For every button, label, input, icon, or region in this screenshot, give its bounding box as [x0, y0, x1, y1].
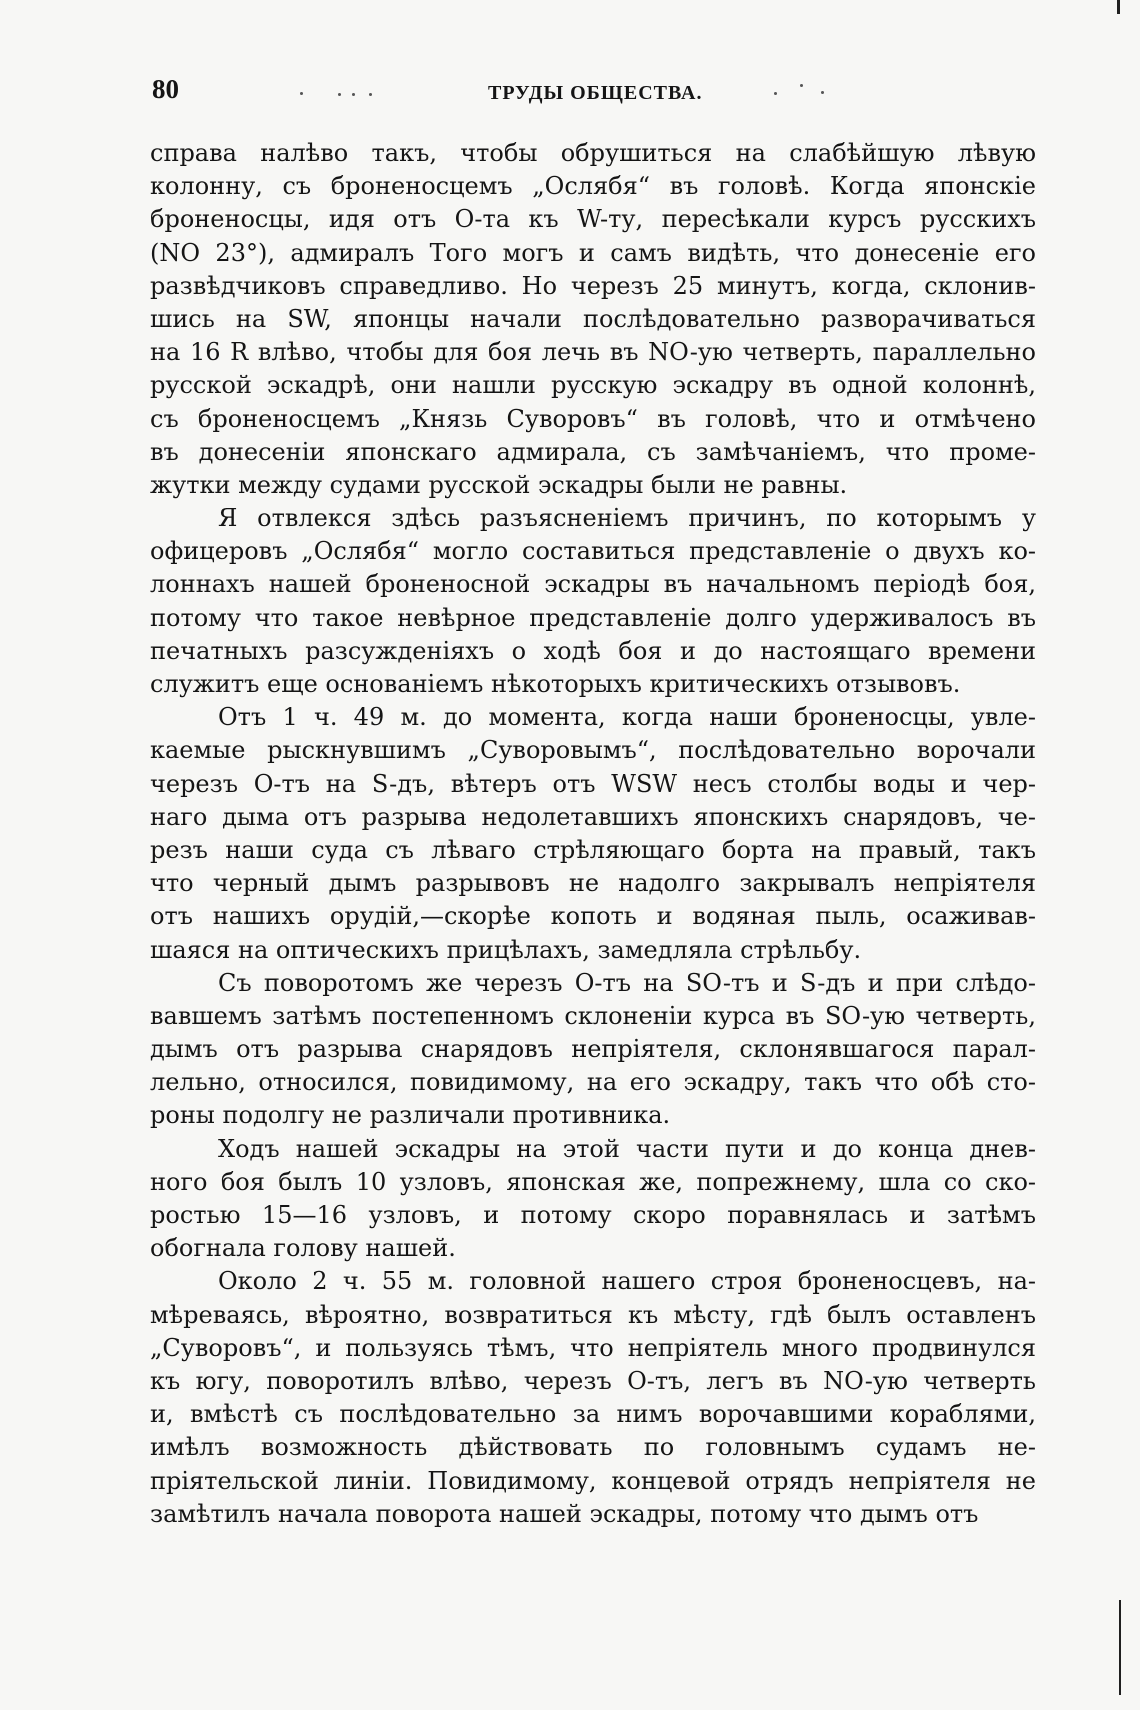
text-line: въ донесеніи японскаго адмирала, съ замѣчаніемъ, что проме-: [150, 437, 1036, 466]
text-line: потому что такое невѣрное представленіе долго удерживалосъ въ: [150, 603, 1036, 632]
text-line: Отъ 1 ч. 49 м. до момента, когда наши броненосцы, увле-: [218, 703, 1036, 732]
body-text: [150, 137, 1036, 1531]
print-speck: [821, 91, 824, 94]
text-line: отъ нашихъ орудій,—скорѣе копоть и водяная пыль, осаживав-: [150, 902, 1036, 931]
text-line: замѣтилъ начала поворота нашей эскадры, потому что дымъ отъ: [150, 1499, 979, 1528]
paragraph: [150, 701, 1036, 967]
text-line: служитъ еще основаніемъ нѣкоторыхъ критическихъ отзывовъ.: [150, 670, 961, 698]
text-line: лоннахъ нашей броненосной эскадры въ начальномъ періодѣ боя,: [150, 570, 1036, 599]
text-line: что черный дымъ разрывовъ не надолго закрывалъ непріятеля: [150, 869, 1036, 898]
text-line: дымъ отъ разрыва снарядовъ непріятеля, склонявшагося парал-: [150, 1035, 1036, 1064]
text-line: наго дыма отъ разрыва недолетавшихъ японскихъ снарядовъ, че-: [150, 802, 1036, 831]
text-line: каемые рыскнувшимъ „Суворовымъ“, послѣдовательно ворочали: [150, 736, 1036, 765]
text-line: обогнала голову нашей.: [150, 1234, 456, 1263]
text-line: на 16 R влѣво, чтобы для боя лечь въ NO-ую четверть, параллельно: [150, 338, 1036, 367]
text-line: шись на SW, японцы начали послѣдовательно разворачиваться: [150, 304, 1036, 333]
text-line: къ югу, поворотилъ влѣво, черезъ О-тъ, легъ въ NO-ую четверть: [150, 1366, 1036, 1395]
text-line: лельно, относился, повидимому, на его эскадру, такъ что обѣ сто-: [150, 1068, 1036, 1097]
text-line: Съ поворотомъ же черезъ О-тъ на SO-тъ и S-дъ и при слѣдо-: [218, 968, 1036, 997]
text-line: шаяся на оптическихъ прицѣлахъ, замедляла стрѣльбу.: [150, 935, 862, 964]
text-line: Около 2 ч. 55 м. головной нашего строя броненосцевъ, на-: [218, 1267, 1036, 1296]
text-line: Я отвлекся здѣсь разъясненіемъ причинъ, по которымъ у: [218, 504, 1036, 533]
text-line: пріятельской линіи. Повидимому, концевой отрядъ непріятеля не: [150, 1466, 1036, 1495]
text-line: офицеровъ „Ослябя“ могло составиться представленіе о двухъ ко-: [150, 537, 1036, 566]
text-line: вавшемъ затѣмъ постепенномъ склоненіи курса въ SO-ую четверть,: [150, 1001, 1036, 1030]
text-line: ростью 15—16 узловъ, и потому скоро поравнялась и затѣмъ: [150, 1201, 1036, 1229]
print-speck: [300, 92, 303, 95]
paragraph: [150, 1265, 1036, 1531]
print-speck: [800, 84, 803, 87]
scan-edge-mark: [1119, 1600, 1121, 1695]
text-line: черезъ О-тъ на S-дъ, вѣтеръ отъ WSW несъ столбы воды и чер-: [150, 769, 1036, 798]
text-line: „Суворовъ“, и пользуясь тѣмъ, что непріятель много продвинулся: [150, 1333, 1036, 1362]
text-line: (NO 23°), адмиралъ Того могъ и самъ видѣть, что донесеніе его: [150, 238, 1036, 267]
text-line: броненосцы, идя отъ О-та къ W-ту, пересѣкали курсъ русскихъ: [150, 205, 1036, 234]
text-line: и, вмѣстѣ съ послѣдовательно за нимъ ворочавшими кораблями,: [150, 1400, 1036, 1429]
text-line: русской эскадрѣ, они нашли русскую эскадру въ одной колоннѣ,: [150, 371, 1036, 400]
text-line: колонну, съ броненосцемъ „Ослябя“ въ головѣ. Когда японскіе: [150, 172, 1036, 201]
print-speck: [352, 93, 355, 96]
paragraph: [150, 967, 1036, 1133]
page-number: 80: [152, 74, 179, 104]
text-line: печатныхъ разсужденіяхъ о ходѣ боя и до настоящаго времени: [150, 636, 1036, 665]
text-line: жутки между судами русской эскадры были не равны.: [150, 470, 848, 499]
scan-edge-mark: [1117, 0, 1120, 14]
text-line: справа налѣво такъ, чтобы обрушиться на слабѣйшую лѣвую: [150, 139, 1036, 167]
print-speck: [774, 92, 777, 95]
text-line: ного боя былъ 10 узловъ, японская же, попрежнему, шла со ско-: [150, 1167, 1036, 1196]
text-line: мѣреваясь, вѣроятно, возвратиться къ мѣсту, гдѣ былъ оставленъ: [150, 1300, 1036, 1329]
paragraph: [150, 502, 1036, 701]
page-header: [152, 74, 1032, 118]
paragraph: [150, 1133, 1036, 1266]
text-line: имѣлъ возможность дѣйствовать по головнымъ судамъ не-: [150, 1433, 1036, 1462]
text-line: резъ наши суда съ лѣваго стрѣляющаго борта на правый, такъ: [150, 835, 1036, 864]
print-speck: [369, 93, 372, 96]
text-line: развѣдчиковъ справедливо. Но черезъ 25 минутъ, когда, склонив-: [150, 271, 1036, 300]
paragraph: [150, 137, 1036, 502]
running-head: ТРУДЫ ОБЩЕСТВА.: [488, 82, 703, 104]
print-speck: [338, 93, 341, 96]
text-line: Ходъ нашей эскадры на этой части пути и до конца днев-: [218, 1134, 1036, 1163]
text-line: роны подолгу не различали противника.: [150, 1101, 671, 1130]
text-line: съ броненосцемъ „Князь Суворовъ“ въ головѣ, что и отмѣчено: [150, 404, 1036, 433]
